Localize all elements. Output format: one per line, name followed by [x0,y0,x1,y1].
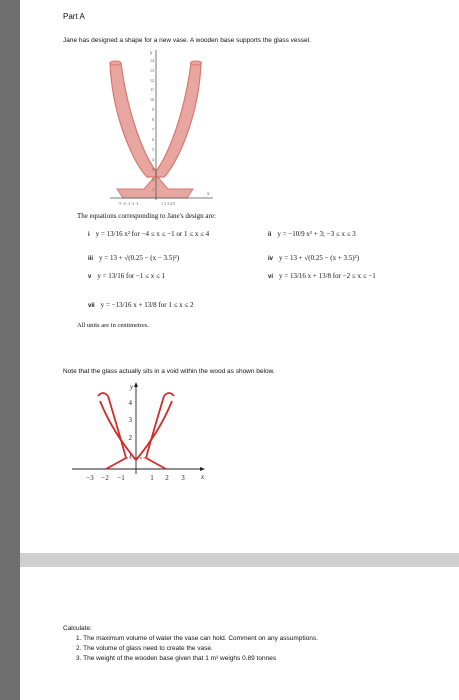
void-graph [68,376,218,496]
equation-text: y = 13 + √(0.25 − (x + 3.5)²) [279,254,360,262]
x-neg-tick-labels: -5 -4 -3 -2 -1 [118,201,139,206]
y-tick-label: 14 [150,58,154,63]
y-axis-arrow [134,382,138,387]
y-axis-label: y [130,383,134,391]
equation-vii [88,301,194,309]
equation-text: y = 13 + √(0.25 − (x − 3.5)²) [99,254,180,262]
x-tick-label: −3 [86,474,94,482]
y-tick-label: 7 [152,127,154,132]
y-tick-label: 13 [150,68,154,73]
equation-ii [268,230,356,238]
y-tick-label: 2 [152,177,154,182]
x-tick-label: 1 [150,474,154,482]
equation-vi [268,272,376,280]
equation-number: iv [268,256,274,262]
equation-number: ii [268,232,272,238]
x-axis-label: x [207,192,210,197]
equation-v [88,272,165,280]
task-item: 2. The volume of glass need to create the vase. [76,645,213,652]
y-tick-label: 9 [152,107,154,112]
equation-i [88,230,209,238]
left-rim [110,61,121,65]
right-rim-curve [164,393,174,396]
y-tick-label: 3 [128,416,132,424]
y-tick-label: 2 [128,434,132,442]
x-tick-label: 3 [181,474,185,482]
y-tick-label: 3 [152,167,154,172]
equation-text: y = −13/16 x + 13/8 for 1 ≤ x ≤ 2 [100,301,194,309]
task-item: 1. The maximum volume of water the vase can hold. Comment on any assumptions. [76,635,318,642]
document-page [20,0,459,700]
x-pos-tick-labels: 1 2 3 4 5 [161,201,175,206]
calculate-label: Calculate: [63,625,92,632]
wooden-base-shape [117,177,193,198]
y-tick-label: 10 [150,97,154,102]
void-bottom-left [106,458,126,469]
y-axis-label: y [150,51,153,56]
intro-text: Jane has designed a shape for a new vase. A wooden base supports the glass vessel. [63,37,311,44]
y-tick-label: 5 [152,147,154,152]
inner-parabola-right [146,396,164,458]
equations-heading: The equations corresponding to Jane's design are: [77,212,216,220]
equation-iv [268,254,359,262]
equation-text: y = 13/16 x² for −4 ≤ x ≤ −1 or 1 ≤ x ≤ 4 [95,230,210,238]
page-separator [20,553,459,567]
units-note: All units are in centimetres. [77,322,150,329]
inner-parabola-left [108,396,126,458]
equation-number: i [88,232,90,238]
equation-iii [88,254,179,262]
void-bottom-right [146,458,166,469]
equation-number: iii [88,256,94,262]
x-axis-label: x [201,473,205,481]
x-tick-label: 2 [165,474,169,482]
y-tick-label: 1 [152,187,154,192]
left-rim-curve [98,393,108,396]
part-title: Part A [63,12,85,21]
void-note: Note that the glass actually sits in a void within the wood as shown below. [63,368,275,375]
x-tick-label: −2 [101,474,109,482]
task-list [76,634,318,664]
equation-number: v [88,274,92,280]
y-tick-label: 12 [150,78,154,83]
vase-right-wall [156,63,201,177]
equation-text: y = 13/16 x + 13/8 for −2 ≤ x ≤ −1 [279,272,376,280]
y-tick-label: 1 [128,451,132,459]
equation-text: y = 13/16 for −1 ≤ x ≤ 1 [97,272,166,280]
x-tick-label: −1 [117,474,125,482]
right-rim [191,61,202,65]
y-tick-label: 6 [152,137,154,142]
equation-text: y = −10/9 x² + 3; −3 ≤ x ≤ 3 [277,230,356,238]
x-axis-arrow [200,467,205,471]
task-item: 3. The weight of the wooden base given that 1 m³ weighs 0.89 tonnes [76,655,277,662]
vase-design-graph [95,45,225,210]
equation-number: vii [88,303,95,309]
y-tick-label: 4 [128,399,132,407]
y-tick-label: 11 [150,87,154,92]
y-tick-label: 4 [152,157,154,162]
equation-number: vi [268,274,274,280]
y-tick-label: 8 [152,117,154,122]
